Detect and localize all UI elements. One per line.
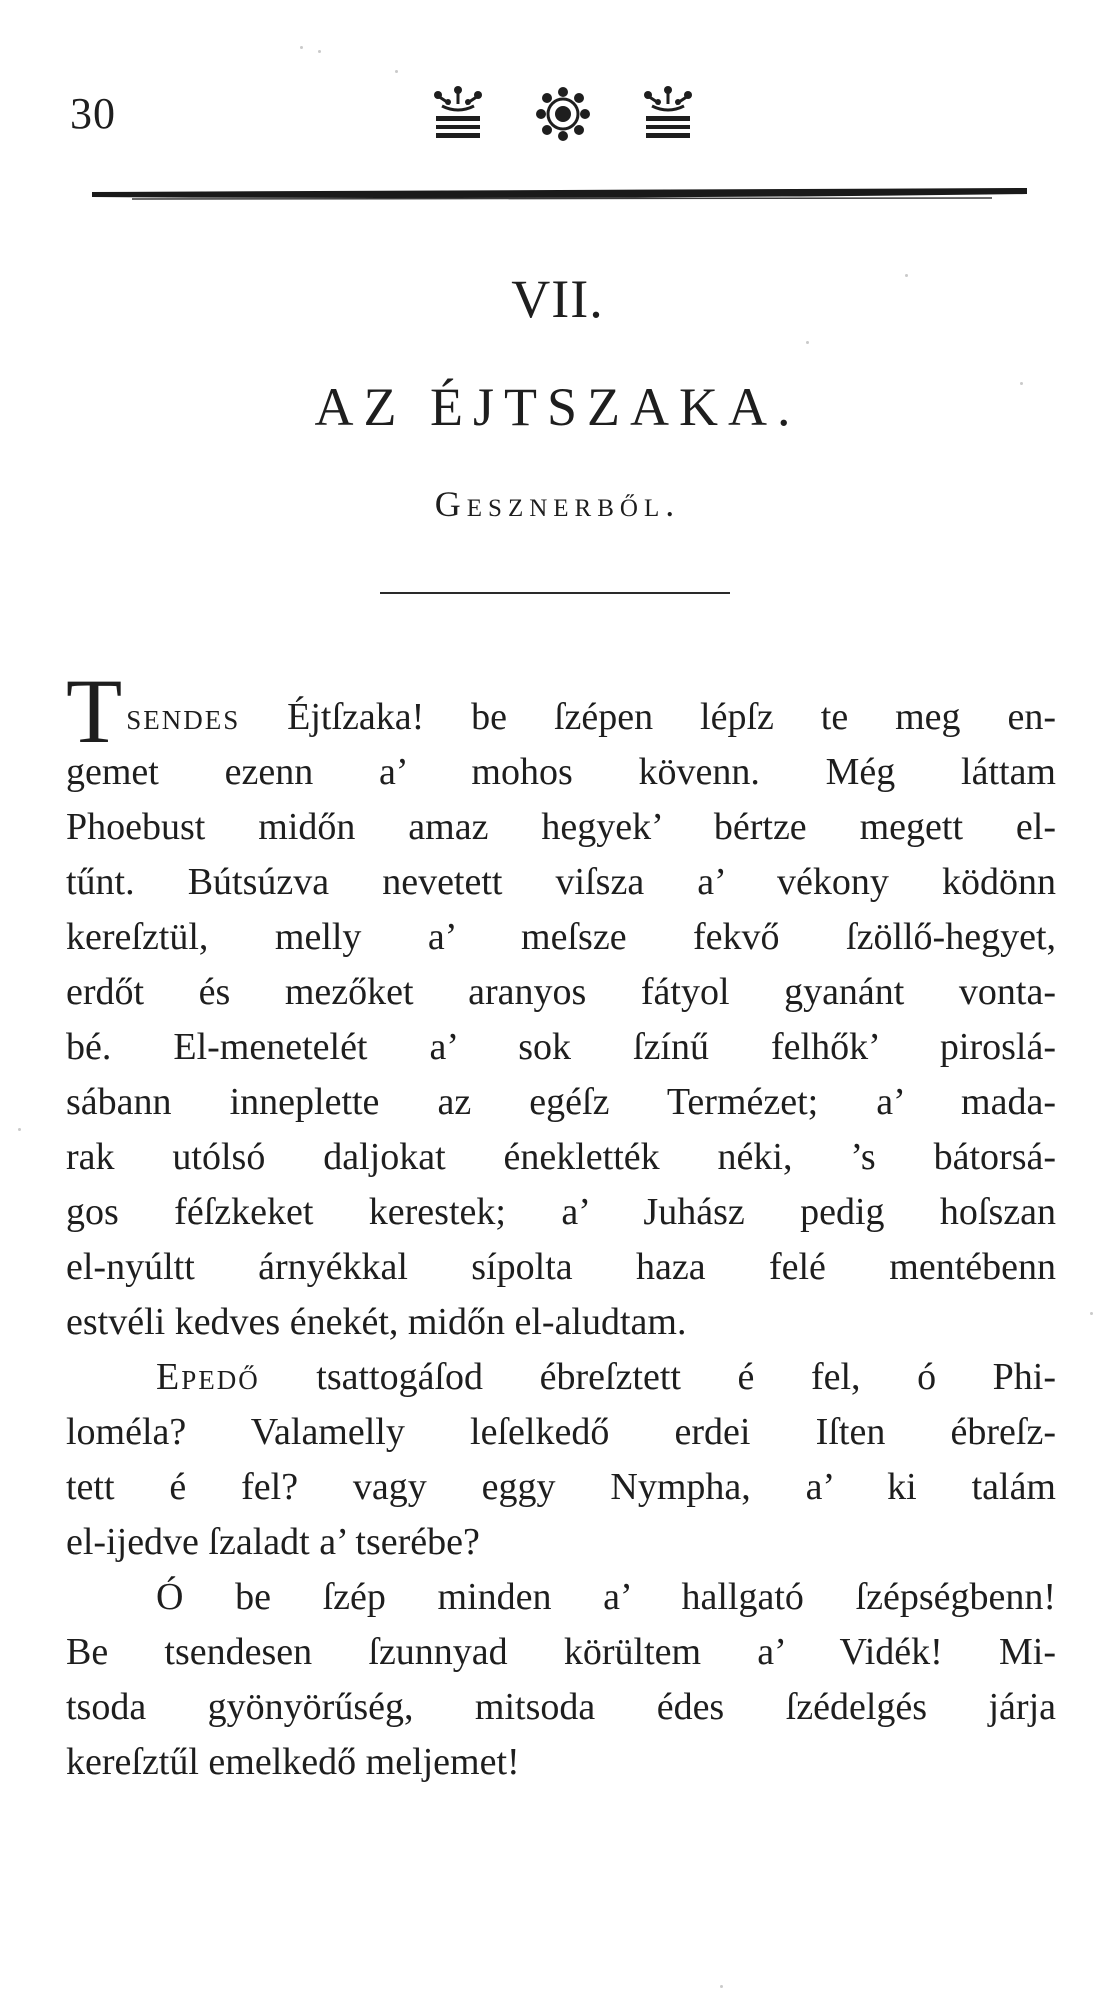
lead-word: sendes: [126, 696, 241, 738]
star-flower-icon: [533, 84, 593, 144]
flower-basket-icon: [638, 84, 698, 140]
paper-speck: [806, 341, 809, 344]
chapter-number: VII.: [511, 269, 604, 329]
text-line: tsoda gyönyörűség, mitsoda édes ſzédelgés járja: [66, 1686, 1056, 1728]
text-line: estvéli kedves énekét, midőn el-aludtam.: [66, 1301, 687, 1343]
text-line: kereſztűl emelkedő meljemet!: [66, 1741, 520, 1783]
text-line: tett é fel? vagy eggy Nympha, a’ ki talám: [66, 1466, 1056, 1508]
text-line: el-nyúltt árnyékkal sípolta haza felé mentébenn: [66, 1246, 1056, 1288]
text-line: tűnt. Bútsúzva nevetett viſsza a’ vékony ködönn: [66, 861, 1056, 903]
text-line: erdőt és mezőket aranyos fátyol gyanánt vonta-: [66, 971, 1056, 1013]
text-line: loméla? Valamelly leſelkedő erdei Iſten ébreſz-: [66, 1411, 1056, 1453]
text-line: bé. El-menetelét a’ sok ſzínű felhők’ piroslá-: [66, 1026, 1056, 1068]
title-rule: [380, 592, 730, 594]
text-line: Be tsendesen ſzunnyad körültem a’ Vidék! Mi-: [66, 1631, 1056, 1673]
text-line: gemet ezenn a’ mohos kövenn. Még láttam: [66, 751, 1056, 793]
paper-speck: [1090, 1312, 1093, 1315]
drop-cap: T: [66, 660, 123, 762]
paper-speck: [395, 70, 398, 73]
text-line: Ó be ſzép minden a’ hallgató ſzépségbenn!: [156, 1576, 1056, 1618]
line-text: tsattogáſod ébreſztett é fel, ó Phi-: [259, 1356, 1056, 1398]
header-ornaments: [428, 84, 698, 144]
body-text: [66, 660, 1056, 1790]
text-line: [66, 660, 1056, 762]
text-line: sábann inneplette az egéſz Termézet; a’ mada-: [66, 1081, 1056, 1123]
text-line: Phoebust midőn amaz hegyek’ bértze megett el-: [66, 806, 1056, 848]
text-line: el-ijedve ſzaladt a’ tserébe?: [66, 1521, 480, 1563]
chapter-subtitle: Gesznerből.: [434, 484, 681, 524]
paper-speck: [720, 1985, 723, 1988]
text-line: kereſztül, melly a’ meſsze fekvő ſzöllő-hegyet,: [66, 916, 1056, 958]
lead-word: Epedő: [156, 1356, 260, 1398]
line-text: Éjtſzaka! be ſzépen lépſz te meg en-: [240, 696, 1056, 738]
page-number: 30: [70, 89, 116, 138]
paper-speck: [18, 1128, 21, 1131]
paper-speck: [300, 46, 303, 49]
text-line: rak utólsó daljokat éneklették néki, ’s bátorsá-: [66, 1136, 1056, 1178]
text-line: [66, 1350, 1056, 1405]
flower-basket-icon: [428, 84, 488, 140]
header-rule: [92, 188, 1027, 202]
paper-speck: [318, 50, 321, 53]
text-line: gos féſzkeket kerestek; a’ Juhász pedig hoſszan: [66, 1191, 1056, 1233]
chapter-title: AZ ÉJTSZAKA.: [314, 377, 801, 437]
